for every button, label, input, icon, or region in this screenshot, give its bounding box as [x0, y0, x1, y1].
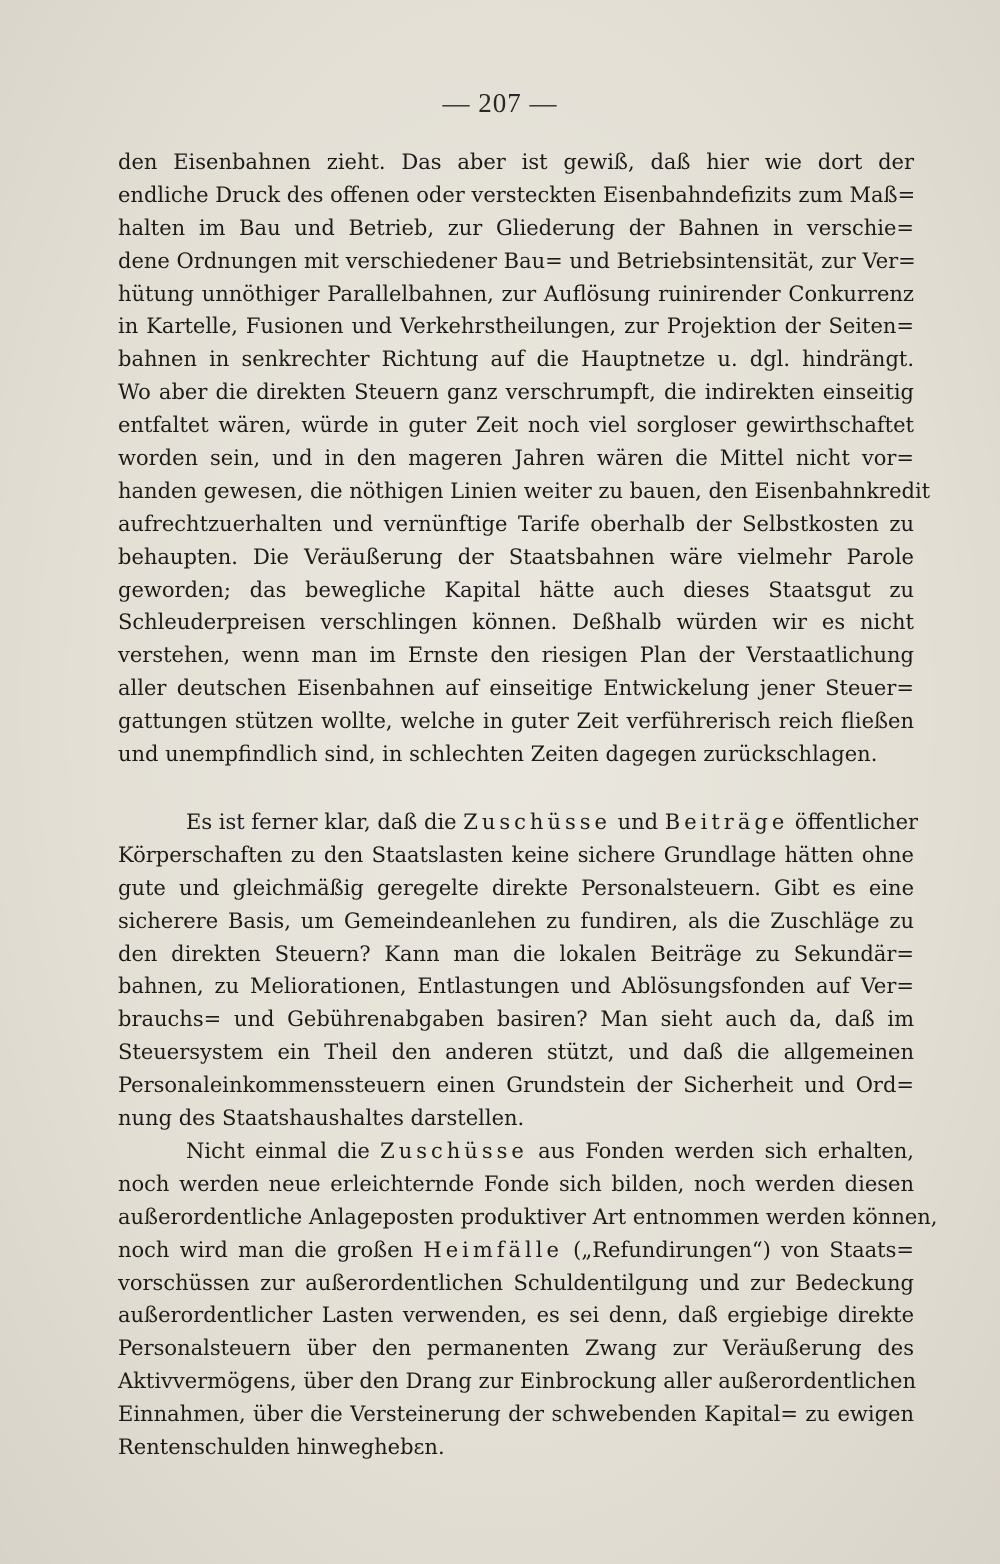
spaced-emphasis: Heimfälle: [423, 1237, 563, 1262]
paragraph-2: [118, 806, 919, 1135]
spaced-emphasis: Zuschüsse: [380, 1139, 528, 1163]
text-line: Personaleinkommenssteuern einen Grundstein der Sicherheit und Ord=: [118, 1073, 914, 1098]
text-line: behaupten. Die Veräußerung der Staatsbahnen wäre vielmehr Parole: [118, 544, 914, 569]
text-line: nung des Staatshaushaltes darstellen.: [118, 1106, 525, 1131]
text-line: Personalsteuern über den permanenten Zwang zur Veräußerung des: [118, 1336, 914, 1361]
text-span: noch wird man die großen: [118, 1237, 424, 1262]
paragraph-3: [118, 1135, 938, 1464]
text-line: in Kartelle, Fusionen und Verkehrstheilungen, zur Projektion der Seiten=: [118, 314, 914, 339]
text-line: halten im Bau und Betrieb, zur Gliederung der Bahnen in verschie=: [118, 215, 914, 240]
spaced-emphasis: Zuschüsse: [463, 810, 611, 834]
text-line: geworden; das bewegliche Kapital hätte auch dieses Staatsgut zu: [118, 577, 914, 602]
text-line: vorschüssen zur außerordentlichen Schuldentilgung und zur Bedeckung: [118, 1270, 914, 1295]
text-line: Steuersystem ein Theil den anderen stützt, und daß die allgemeinen: [118, 1040, 914, 1065]
spaced-emphasis: Beiträge: [664, 810, 789, 834]
text-span: Es ist ferner klar, daß die: [186, 810, 464, 834]
text-line: brauchs= und Gebührenabgaben basiren? Man sieht auch da, daß im: [118, 1007, 914, 1032]
text-line: Körperschaften zu den Staatslasten keine sichere Grundlage hätten ohne: [118, 842, 914, 867]
text-line: endliche Druck des offenen oder versteckten Eisenbahndefizits zum Maß=: [118, 182, 916, 207]
text-line: Aktivvermögens, über den Drang zur Einbrockung aller außerordentlichen: [118, 1369, 917, 1394]
text-line: aufrechtzuerhalten und vernünftige Tarife oberhalb der Selbstkosten zu: [118, 511, 914, 536]
text-span: öffentlicher: [788, 810, 919, 834]
text-line: sicherere Basis, um Gemeindeanlehen zu fundiren, als die Zuschläge zu: [118, 908, 914, 933]
text-line: noch werden neue erleichternde Fonde sich bilden, noch werden diesen: [118, 1171, 914, 1196]
text-line: aller deutschen Eisenbahnen auf einseitige Entwickelung jener Steuer=: [118, 676, 914, 701]
text-line: gute und gleichmäßig geregelte direkte Personalsteuern. Gibt es eine: [118, 875, 914, 900]
text-span: Nicht einmal die: [186, 1139, 381, 1163]
text-line: dene Ordnungen mit verschiedener Bau= und Betriebsintensität, zur Ver=: [118, 248, 916, 273]
text-line: außerordentliche Anlageposten produktiver Art entnommen werden können,: [118, 1204, 938, 1229]
text-line: verstehen, wenn man im Ernste den riesigen Plan der Verstaatlichung: [118, 643, 914, 668]
text-line: worden sein, und in den mageren Jahren wären die Mittel nicht vor=: [118, 446, 914, 471]
text-line: Einnahmen, über die Versteinerung der schwebenden Kapital= zu ewigen: [118, 1402, 914, 1427]
text-line: Rentenschulden hinweghebεn.: [118, 1435, 445, 1460]
text-span: aus Fonden werden sich erhalten,: [527, 1139, 914, 1163]
text-line: handen gewesen, die nöthigen Linien weiter zu bauen, den Eisenbahnkredit: [118, 478, 931, 503]
paragraph-1: [118, 146, 931, 771]
text-line: den Eisenbahnen zieht. Das aber ist gewiß, daß hier wie dort der: [118, 150, 914, 174]
text-line: hütung unnöthiger Parallelbahnen, zur Auflösung ruinirender Conkurrenz: [118, 281, 914, 306]
page-number: — 207 —: [442, 88, 558, 118]
text-line: [118, 1135, 914, 1168]
text-line: gattungen stützen wollte, welche in guter Zeit verführerisch reich fließen: [118, 709, 914, 734]
text-line: Schleuderpreisen verschlingen können. Deßhalb würden wir es nicht: [118, 610, 914, 635]
text-line: [118, 1234, 914, 1267]
text-line: außerordentlicher Lasten verwenden, es sei denn, daß ergiebige direkte: [118, 1303, 914, 1328]
text-line: Wo aber die direkten Steuern ganz verschrumpft, die indirekten einseitig: [118, 380, 914, 405]
text-span: und: [610, 810, 665, 834]
text-line: und unempfindlich sind, in schlechten Zeiten dagegen zurückschlagen.: [118, 742, 878, 767]
text-line: bahnen, zu Meliorationen, Entlastungen und Ablösungsfonden auf Ver=: [118, 974, 914, 999]
text-line: [118, 806, 919, 839]
text-line: entfaltet wären, würde in guter Zeit noch viel sorgloser gewirthschaftet: [118, 413, 914, 438]
text-span: („Refundirungen“) von Staats=: [562, 1237, 914, 1262]
text-line: bahnen in senkrechter Richtung auf die Hauptnetze u. dgl. hindrängt.: [118, 347, 914, 372]
text-line: den direkten Steuern? Kann man die lokalen Beiträge zu Sekundär=: [118, 941, 914, 966]
